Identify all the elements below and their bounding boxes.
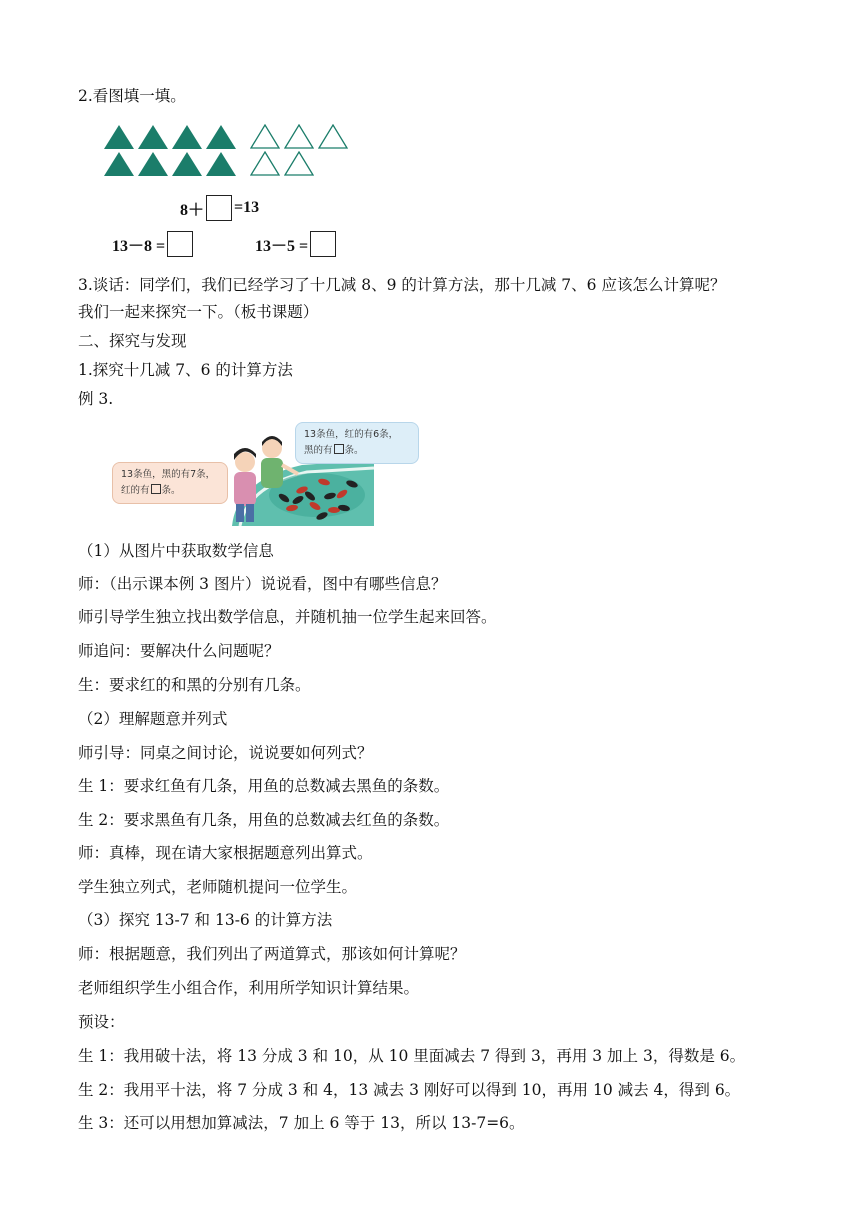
exercise-2-title: 2.看图填一填。 bbox=[78, 87, 186, 105]
bubble-text-part: 黑的有 bbox=[304, 445, 333, 456]
blank-square bbox=[334, 444, 344, 454]
filled-triangles-row-1 bbox=[104, 125, 236, 149]
section-heading: 二、探究与发现 bbox=[78, 332, 187, 350]
boy-speech-bubble bbox=[295, 422, 419, 464]
outline-triangle-icon bbox=[250, 124, 280, 149]
answer-box[interactable] bbox=[167, 231, 193, 257]
step-3-heading: （3）探究 13-7 和 13-6 的计算方法 bbox=[78, 911, 333, 929]
equation-13-minus-5 bbox=[255, 231, 338, 257]
equation-8-plus-box bbox=[180, 195, 259, 221]
paragraph-line: 生 1：要求红鱼有几条，用鱼的总数减去黑鱼的条数。 bbox=[78, 777, 450, 795]
paragraph-line: 生 2：要求黑鱼有几条，用鱼的总数减去红鱼的条数。 bbox=[78, 811, 450, 829]
bubble-text: 13条鱼，黑的有7条， bbox=[121, 469, 216, 480]
equation-13-minus-8 bbox=[112, 231, 195, 257]
talk-paragraph-line-1: 3.谈话：同学们，我们已经学习了十几减 8、9 的计算方法，那十几减 7、6 应该怎么计算呢？ bbox=[78, 276, 726, 294]
filled-triangle-icon bbox=[172, 152, 202, 176]
paragraph-line: 师：（出示课本例 3 图片）说说看，图中有哪些信息？ bbox=[78, 575, 447, 593]
paragraph-line: 学生独立列式，老师随机提问一位学生。 bbox=[78, 878, 358, 896]
equation-text: 13－8 = bbox=[112, 237, 166, 255]
outline-triangle-icon bbox=[318, 124, 348, 149]
paragraph-line: 师：根据题意，我们列出了两道算式，那该如何计算呢？ bbox=[78, 945, 466, 963]
outline-triangle-icon bbox=[284, 151, 314, 176]
filled-triangle-icon bbox=[138, 152, 168, 176]
bubble-text: 13条鱼，红的有6条， bbox=[304, 429, 399, 440]
outline-triangles-row-2 bbox=[250, 151, 314, 176]
bubble-text-part: 条。 bbox=[344, 445, 364, 456]
filled-triangles-row-2 bbox=[104, 152, 236, 176]
answer-box[interactable] bbox=[206, 195, 232, 221]
blank-square bbox=[151, 484, 161, 494]
step-1-heading: （1）从图片中获取数学信息 bbox=[78, 542, 274, 560]
girl-speech-bubble bbox=[112, 462, 228, 504]
filled-triangle-icon bbox=[104, 152, 134, 176]
answer-box[interactable] bbox=[310, 231, 336, 257]
equation-text: 13－5 = bbox=[255, 237, 309, 255]
paragraph-line: 老师组织学生小组合作，利用所学知识计算结果。 bbox=[78, 979, 420, 997]
paragraph-line: 师追问：要解决什么问题呢？ bbox=[78, 642, 280, 660]
equation-text: 8＋ bbox=[180, 201, 205, 219]
example-illustration bbox=[112, 420, 399, 526]
filled-triangle-icon bbox=[206, 152, 236, 176]
subsection-heading: 1.探究十几减 7、6 的计算方法 bbox=[78, 361, 293, 379]
paragraph-line: 预设： bbox=[78, 1013, 125, 1031]
bubble-text bbox=[304, 443, 410, 459]
paragraph-line: 生 2：我用平十法，将 7 分成 3 和 4，13 减去 3 刚好可以得到 10，再用 10 减去 4，得到 6。 bbox=[78, 1081, 741, 1099]
filled-triangle-icon bbox=[206, 125, 236, 149]
equation-text: =13 bbox=[234, 199, 260, 216]
bubble-text-part: 条。 bbox=[161, 485, 181, 496]
filled-triangle-icon bbox=[104, 125, 134, 149]
filled-triangle-icon bbox=[172, 125, 202, 149]
bubble-text bbox=[121, 483, 219, 499]
paragraph-line: 师引导学生独立找出数学信息，并随机抽一位学生起来回答。 bbox=[78, 608, 497, 626]
outline-triangle-icon bbox=[284, 124, 314, 149]
step-2-heading: （2）理解题意并列式 bbox=[78, 710, 228, 728]
paragraph-line: 生 1：我用破十法，将 13 分成 3 和 10，从 10 里面减去 7 得到 3，再用 3 加上 3，得数是 6。 bbox=[78, 1047, 746, 1065]
outline-triangle-icon bbox=[250, 151, 280, 176]
paragraph-line: 师：真棒，现在请大家根据题意列出算式。 bbox=[78, 844, 373, 862]
example-label: 例 3. bbox=[78, 390, 114, 408]
filled-triangle-icon bbox=[138, 125, 168, 149]
paragraph-line: 生 3：还可以用想加算减法，7 加上 6 等于 13，所以 13-7=6。 bbox=[78, 1114, 525, 1132]
talk-paragraph-line-2: 我们一起来探究一下。（板书课题） bbox=[78, 303, 319, 321]
bubble-text-part: 红的有 bbox=[121, 485, 150, 496]
paragraph-line: 生：要求红的和黑的分别有几条。 bbox=[78, 676, 311, 694]
outline-triangles-row-1 bbox=[250, 124, 348, 149]
paragraph-line: 师引导：同桌之间讨论，说说要如何列式？ bbox=[78, 744, 373, 762]
